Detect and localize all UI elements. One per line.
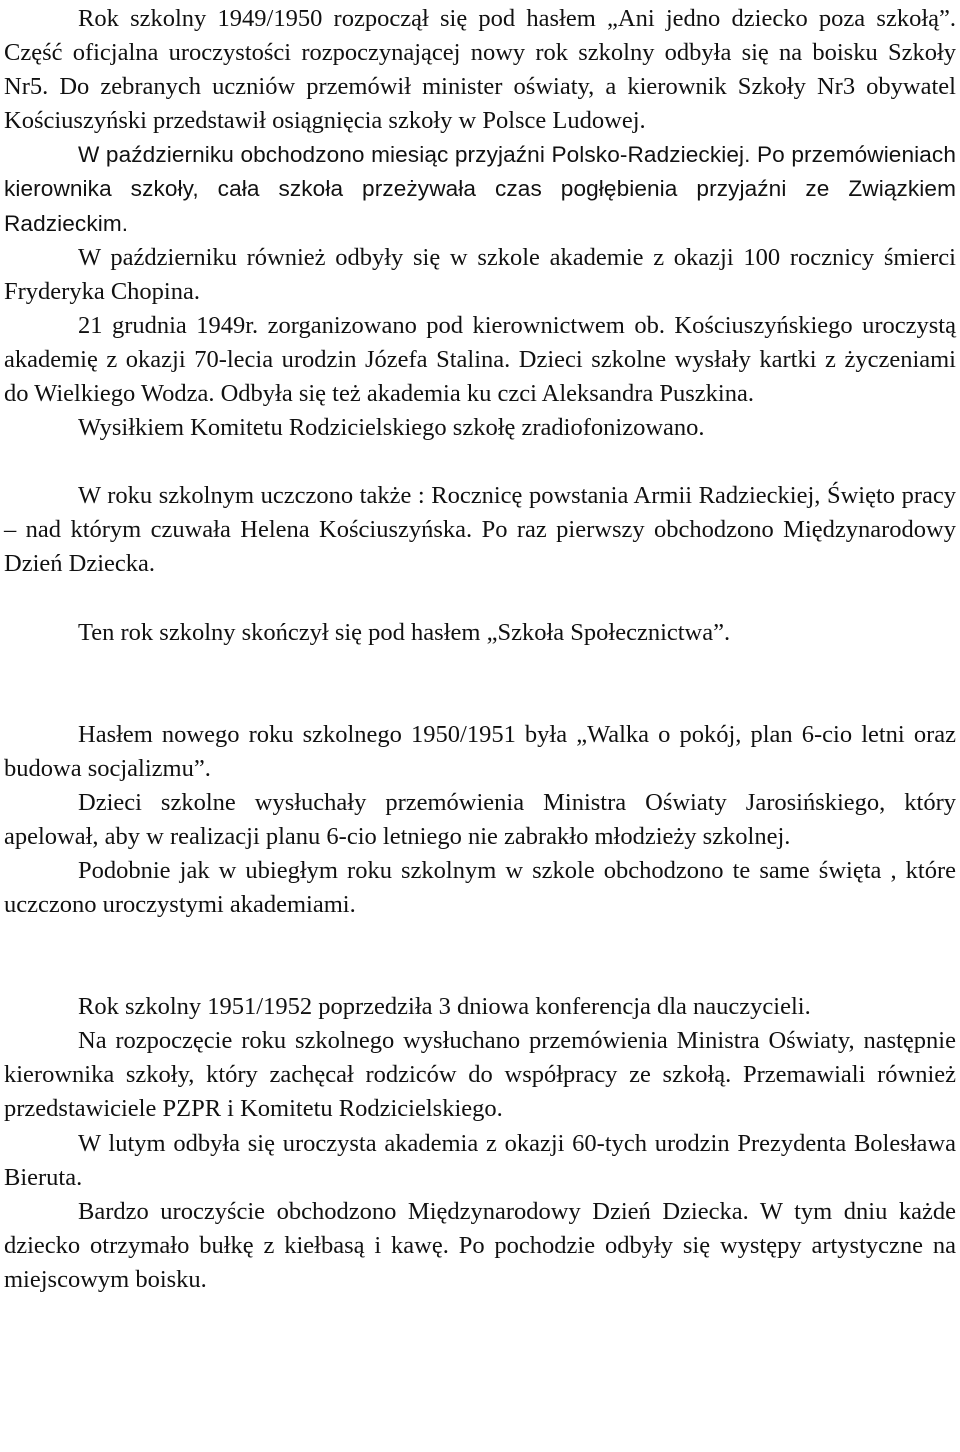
paragraph-school-year-1951: Rok szkolny 1951/1952 poprzedziła 3 dniowa konferencja dla nauczycieli. xyxy=(78,993,811,1021)
paragraph-school-year-1950: Hasłem nowego roku szkolnego 1950/1951 była „Walka o pokój, plan 6-cio letni oraz budowa socjalizmu”. xyxy=(4,720,956,782)
paragraph-childrens-day: Bardzo uroczyście obchodzono Międzynarodowy Dzień Dziecka. W tym dniu każde dziecko otrzymało bułkę z kiełbasą i kawę. Po pochodzie odbyły się występy artystyczne na miejscowym boisku. xyxy=(4,1197,956,1293)
paragraph-chopin-anniversary: W październiku również odbyły się w szkole akademie z okazji 100 rocznicy śmierci Fryderyka Chopina. xyxy=(4,243,956,305)
paragraph-year-opening: Na rozpoczęcie roku szkolnego wysłuchano przemówienia Ministra Oświaty, następnie kierownika szkoły, który zachęcał rodziców do współpracy ze szkołą. Przemawiali również przedstawiciele PZPR i Komitetu Rodzicielskiego. xyxy=(4,1027,956,1123)
paragraph-school-year-1949: Rok szkolny 1949/1950 rozpoczął się pod hasłem „Ani jedno dziecko poza szkołą”. Część oficjalna uroczystości rozpoczynającej nowy rok szkolny odbyła się na boisku Szkoły Nr5. Do zebranych uczniów przemówił minister oświaty, a kierownik Szkoły Nr3 obywatel Kościuszyński przedstawił osiągnięcia szkoły w Polsce Ludowej. xyxy=(4,5,956,135)
paragraph-friendship-month: W październiku obchodzono miesiąc przyjaźni Polsko-Radzieckiej. Po przemówieniach kierownika szkoły, cała szkoła przeżywała czas pogłębienia przyjaźni ze Związkiem Radzieckim. xyxy=(4,142,956,236)
paragraph-bierut-anniversary: W lutym odbyła się uroczysta akademia z okazji 60-tych urodzin Prezydenta Bolesława Bieruta. xyxy=(4,1129,956,1191)
paragraph-year-end-slogan: Ten rok szkolny skończył się pod hasłem „Szkoła Społecznictwa”. xyxy=(78,618,731,646)
paragraph-radiofication: Wysiłkiem Komitetu Rodzicielskiego szkołę zradiofonizowano. xyxy=(78,414,705,442)
paragraph-stalin-anniversary: 21 grudnia 1949r. zorganizowano pod kierownictwem ob. Kościuszyńskiego uroczystą akademię z okazji 70-lecia urodzin Józefa Stalina. Dzieci szkolne wysłały kartki z życzeniami do Wielkiego Wodza. Odbyła się też akademia ku czci Aleksandra Puszkina. xyxy=(4,311,956,408)
paragraph-celebrations: W roku szkolnym uczczono także : Rocznicę powstania Armii Radzieckiej, Święto pracy – nad którym czuwała Helena Kościuszyńska. Po raz pierwszy obchodzono Międzynarodowy Dzień Dziecka. xyxy=(4,482,956,578)
paragraph-same-holidays: Podobnie jak w ubiegłym roku szkolnym w szkole obchodzono te same święta , które uczczono uroczystymi akademiami. xyxy=(4,856,956,919)
paragraph-minister-speech: Dzieci szkolne wysłuchały przemówienia Ministra Oświaty Jarosińskiego, który apelował, aby w realizacji planu 6-cio letniego nie zabrakło młodzieży szkolnej. xyxy=(4,788,956,850)
